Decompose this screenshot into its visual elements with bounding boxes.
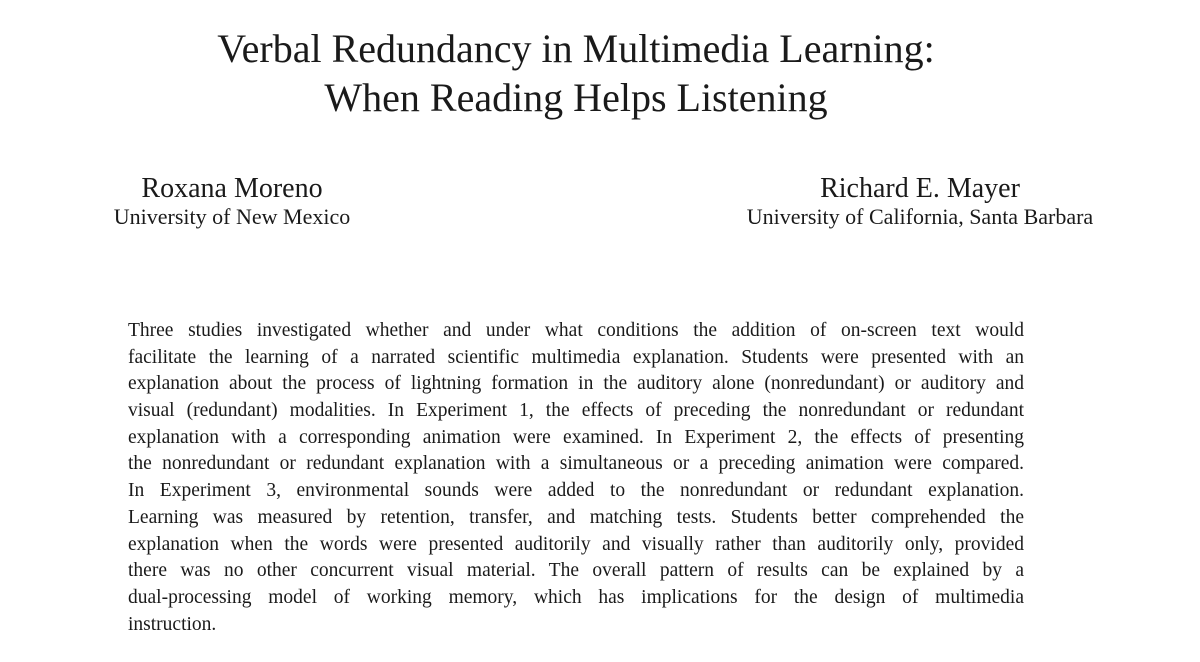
abstract-line: there was no other concurrent visual material. The overall pattern of results can be explained by a (128, 560, 1024, 582)
author-name: Richard E. Mayer (820, 173, 1020, 204)
abstract-line: dual-processing model of working memory, which has implications for the design of multimedia (128, 586, 1024, 608)
abstract-line: Learning was measured by retention, transfer, and matching tests. Students better comprehended the (128, 506, 1024, 528)
abstract-line: visual (redundant) modalities. In Experiment 1, the effects of preceding the nonredundant or redundant (128, 400, 1024, 422)
author-block-1 (100, 173, 364, 229)
author-affiliation: University of California, Santa Barbara (746, 204, 1094, 229)
author-name: Roxana Moreno (141, 173, 323, 204)
abstract-line: the nonredundant or redundant explanation with a simultaneous or a preceding animation were compared. (128, 453, 1024, 475)
paper-title (0, 24, 1152, 122)
abstract-line: Three studies investigated whether and under what conditions the addition of on-screen text would (128, 320, 1024, 341)
abstract-line: In Experiment 3, environmental sounds were added to the nonredundant or redundant explanation. (128, 480, 1024, 502)
abstract-line: explanation when the words were presented auditorily and visually rather than auditorily only, provided (128, 533, 1024, 555)
paper-title-line-2: When Reading Helps Listening (324, 75, 828, 120)
author-block-2 (725, 173, 1115, 229)
paper-title-line-1: Verbal Redundancy in Multimedia Learning: (217, 26, 935, 71)
abstract (128, 318, 1024, 638)
abstract-line: explanation about the process of lightning formation in the auditory alone (nonredundant) or auditory and (128, 373, 1024, 395)
abstract-line: explanation with a corresponding animation were examined. In Experiment 2, the effects of presenting (128, 426, 1024, 448)
abstract-line: facilitate the learning of a narrated scientific multimedia explanation. Students were presented with an (128, 346, 1024, 368)
author-affiliation: University of New Mexico (113, 204, 351, 229)
abstract-line: instruction. (128, 613, 217, 635)
